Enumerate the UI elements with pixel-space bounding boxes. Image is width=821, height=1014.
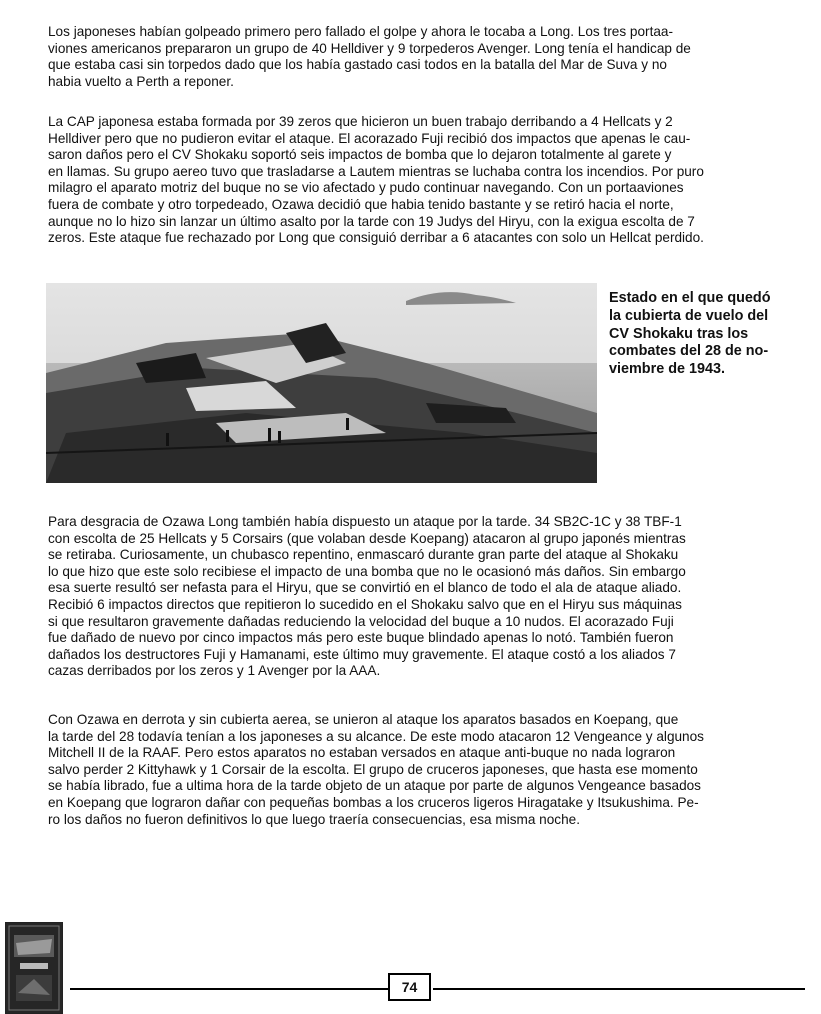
caption-line: CV Shokaku tras los [609,325,749,342]
text-line: con escolta de 25 Hellcats y 5 Corsairs (que volaban desde Koepang) atacaron al grupo japonés mientras [48,530,686,546]
carrier-deck-photo-illustration [46,283,597,483]
text-line: en Koepang que lograron dañar con pequeñas bombas a los cruceros ligeros Hiragatake y Itsukushima. Pe- [48,794,699,810]
text-line: en llamas. Su grupo aereo tuvo que trasladarse a Lautem mientras se luchaba contra los incendios. Por puro [48,163,704,179]
carrier-deck-photo [46,283,597,483]
footer-rule-right [433,988,805,990]
text-line: viones americanos prepararon un grupo de 40 Helldiver y 9 torpederos Avenger. Long tenía el handicap de [48,40,691,56]
photo-caption [609,290,809,379]
text-line: salvo perder 2 Kittyhawk y 1 Corsair de la escolta. El grupo de cruceros japoneses, que hasta ese momento [48,761,698,777]
text-line: si que resultaron gravemente dañadas reduciendo la velocidad del buque a 10 nudos. El acorazado Fuji [48,613,674,629]
text-line: esa suerte resultó ser nefasta para el Hiryu, que se convirtió en el blanco de todo el ala de ataque aliado. [48,580,682,596]
footer-rule-left [70,988,388,990]
caption-line: Estado en el que quedó [609,290,771,306]
text-line: saron daños pero el CV Shokaku soportó seis impactos de bomba que lo dejaron totalmente al garete y [48,147,672,163]
text-line: aunque no lo hizo sin lanzar un último asalto por la tarde con 19 Judys del Hiryu, con la exigua escolta de 7 [48,213,695,229]
text-line: zeros. Este ataque fue rechazado por Long que consiguió derribar a 6 atacantes con solo un Hellcat perdido. [48,230,704,246]
text-line: milagro el aparato motriz del buque no se vio afectado y pudo continuar navegando. Con un portaaviones [48,180,684,196]
game-box-art [6,923,62,1013]
text-line: fuera de combate y otro torpedeado, Ozawa decidió que habia tenido bastante y se retiró hacia el norte, [48,196,674,212]
text-line: Recibió 6 impactos directos que repitieron lo sucedido en el Shokaku salvo que en el Hiryu sus máquinas [48,596,682,612]
paragraph-3 [48,514,798,680]
paragraph-1 [48,24,798,90]
text-line: se había librado, fue a ultima hora de la tarde objeto de un ataque por parte de algunos Vengeance basados [48,778,701,794]
paragraph-2 [48,114,798,247]
text-line: ro los daños no fueron definitivos lo que luego traería consecuencias, esa misma noche. [48,811,580,827]
text-line: dañados los destructores Fuji y Hamanami, este último muy gravemente. El ataque costó a los aliados 7 [48,646,676,662]
text-line: lo que hizo que este solo recibiese el impacto de una bomba que no le ocasionó más daños. Sin embargo [48,563,686,579]
text-line: Para desgracia de Ozawa Long también había dispuesto un ataque por la tarde. 34 SB2C-1C y 38 TBF-1 [48,514,682,529]
caption-line: combates del 28 de no- [609,343,769,360]
paragraph-4 [48,712,798,828]
text-line: Helldiver pero que no pudieron evitar el ataque. El acorazado Fuji recibió dos impactos que apenas le cau- [48,130,691,146]
text-line: cazas derribados por los zeros y 1 Avenger por la AAA. [48,663,381,679]
game-box-cover-image [5,922,63,1014]
text-line: fue dañado de nuevo por cinco impactos más pero este buque blindado apenas lo notó. También fueron [48,630,674,646]
text-line: se retiraba. Curiosamente, un chubasco repentino, enmascaró durante gran parte del ataque al Shokaku [48,547,679,563]
text-line: Mitchell II de la RAAF. Pero estos aparatos no estaban versados en ataque anti-buque no nada lograron [48,745,676,761]
text-line: habia vuelto a Perth a reponer. [48,73,234,89]
text-line: que estaba casi sin torpedos dado que los había gastado casi todos en la batalla del Mar de Suva y no [48,57,667,73]
text-line: La CAP japonesa estaba formada por 39 zeros que hicieron un buen trabajo derribando a 4 Hellcats y 2 [48,114,673,129]
text-line: Los japoneses habían golpeado primero pero fallado el golpe y ahora le tocaba a Long. Los tres portaa- [48,24,673,39]
text-line: la tarde del 28 todavía tenían a los japoneses a su alcance. De este modo atacaron 12 Vengeance y algunos [48,728,704,744]
page-number: 74 [388,973,431,1001]
text-line: Con Ozawa en derrota y sin cubierta aerea, se unieron al ataque los aparatos basados en Koepang, que [48,712,679,727]
caption-line: viembre de 1943. [609,361,725,378]
caption-line: la cubierta de vuelo del [609,307,769,324]
